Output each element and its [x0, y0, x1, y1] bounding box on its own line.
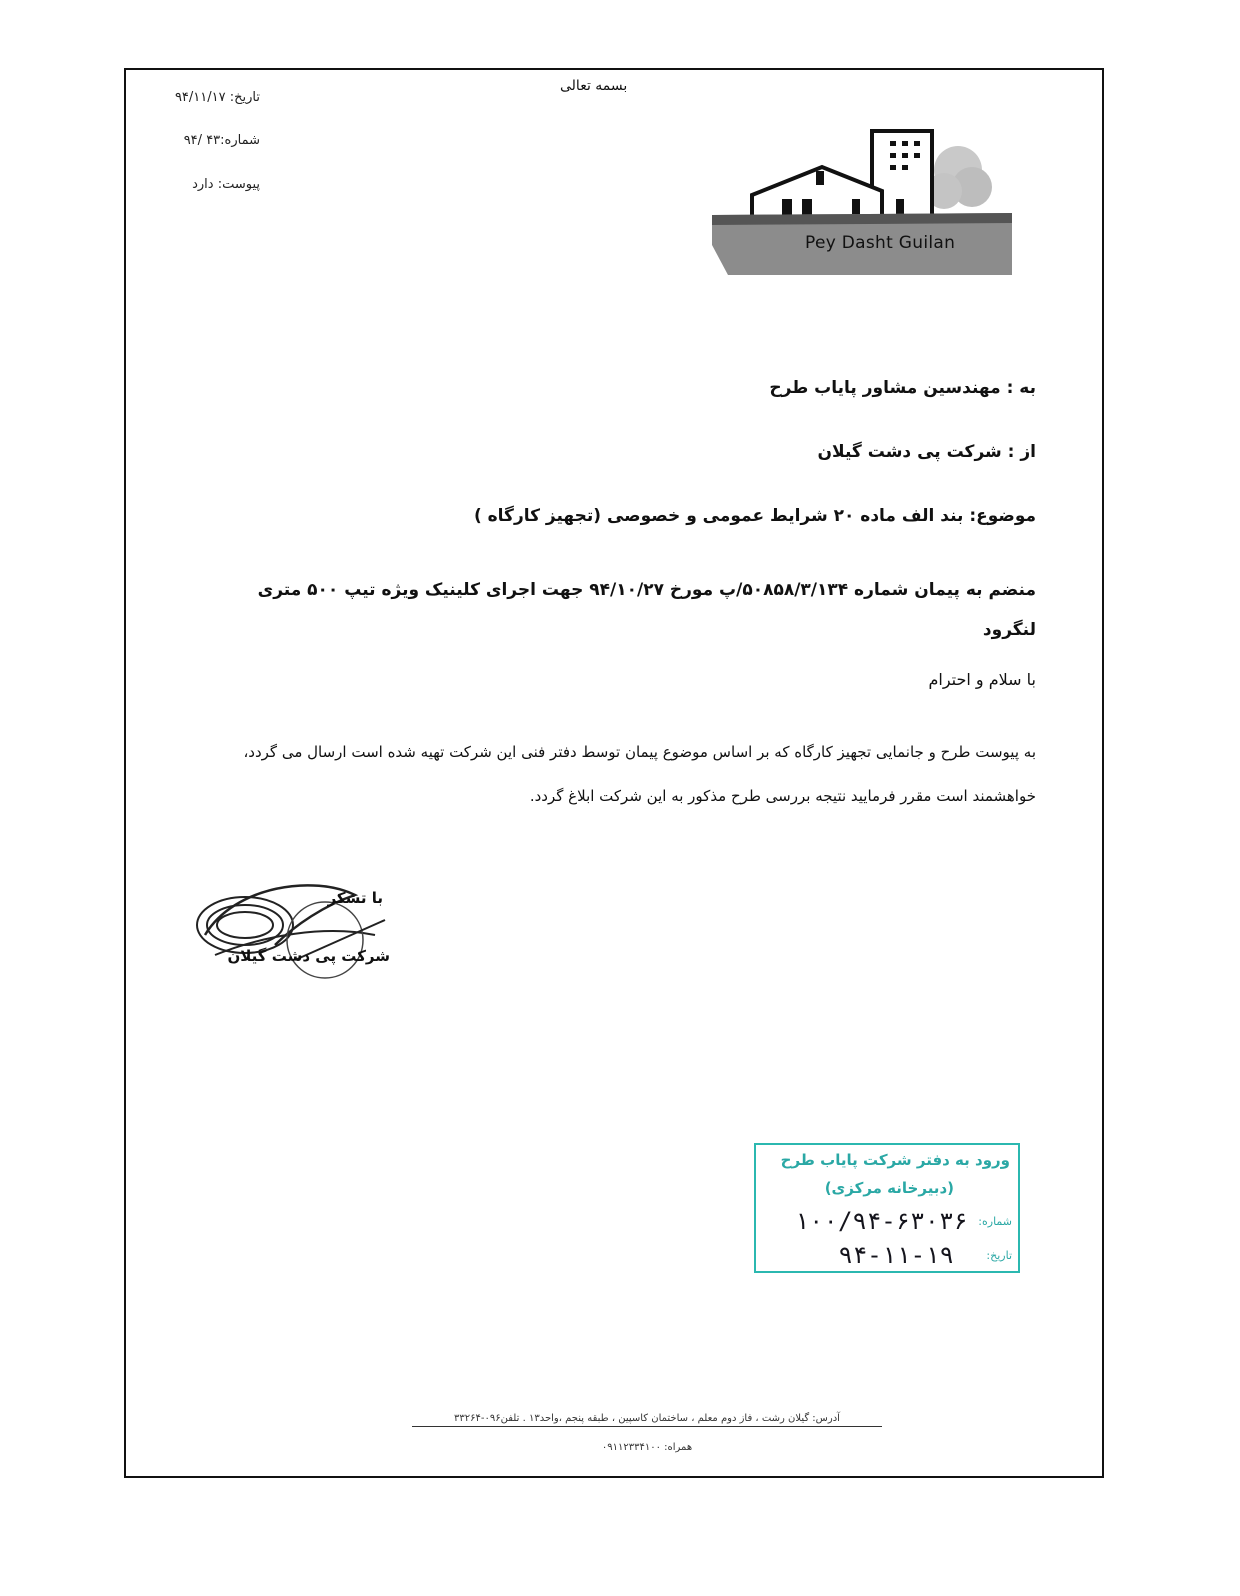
signature-block: [175, 865, 405, 995]
contract-reference: منضم به پیمان شماره ۵۰۸۵۸/۳/۱۳۴/پ مورخ ۹۴/۱۰/۲۷ جهت اجرای کلینیک ویژه تیپ ۵۰۰ متری لنگرود: [257, 580, 1036, 640]
recipient-line: به : مهندسین مشاور پایاب طرح: [769, 378, 1036, 398]
subject-line: موضوع: بند الف ماده ۲۰ شرایط عمومی و خصوصی (تجهیز کارگاه ): [473, 506, 1036, 526]
stamp-number-value: ۱۰۰/۹۴-۶۳۰۳۶: [794, 1207, 968, 1235]
footer-mobile: همراه: ۰۹۱۱۲۳۳۴۱۰۰: [601, 1442, 693, 1453]
logo-text: Pey Dasht Guilan: [805, 233, 956, 253]
stamp-date-label: تاریخ:: [986, 1249, 1012, 1262]
signature-company: شرکت پی دشت گیلان: [227, 947, 390, 965]
greeting: با سلام و احترام: [928, 670, 1036, 689]
sender-line: از : شرکت پی دشت گیلان: [817, 442, 1036, 462]
stamp-subtitle: (دبیرخانه مرکزی): [824, 1179, 954, 1197]
stamp-number-label: شماره:: [978, 1215, 1012, 1228]
letter-number: شماره:۴۳ /۹۴: [183, 133, 260, 148]
stamp-date-value: ۹۴-۱۱-۱۹: [838, 1241, 954, 1269]
incoming-stamp: [754, 1143, 1020, 1273]
signature-closing: با تشکر: [327, 889, 383, 907]
letter-attachment: پیوست: دارد: [192, 177, 260, 192]
footer-address: آدرس: گیلان رشت ، فاز دوم معلم ، ساختمان کاسپین ، طبقه پنجم ،واحد۱۳ . تلفن۰۹۶-۳۳۲۶۴: [412, 1413, 882, 1427]
stamp-title: ورود به دفتر شرکت پایاب طرح: [780, 1151, 1010, 1169]
basmala-heading: بسمه تعالی: [560, 78, 628, 94]
letter-body: به پیوست طرح و جانمایی تجهیز کارگاه که بر اساس موضوع پیمان توسط دفتر فنی این شرکت تهیه شده است ارسال می گردد، خواهشمند است مقرر فرمایید نتیجه بررسی طرح مذکور به این شرکت ابلاغ گردد.: [243, 743, 1036, 805]
letter-date: تاریخ: ۹۴/۱۱/۱۷: [174, 90, 260, 105]
handwritten-signature: [175, 865, 405, 995]
